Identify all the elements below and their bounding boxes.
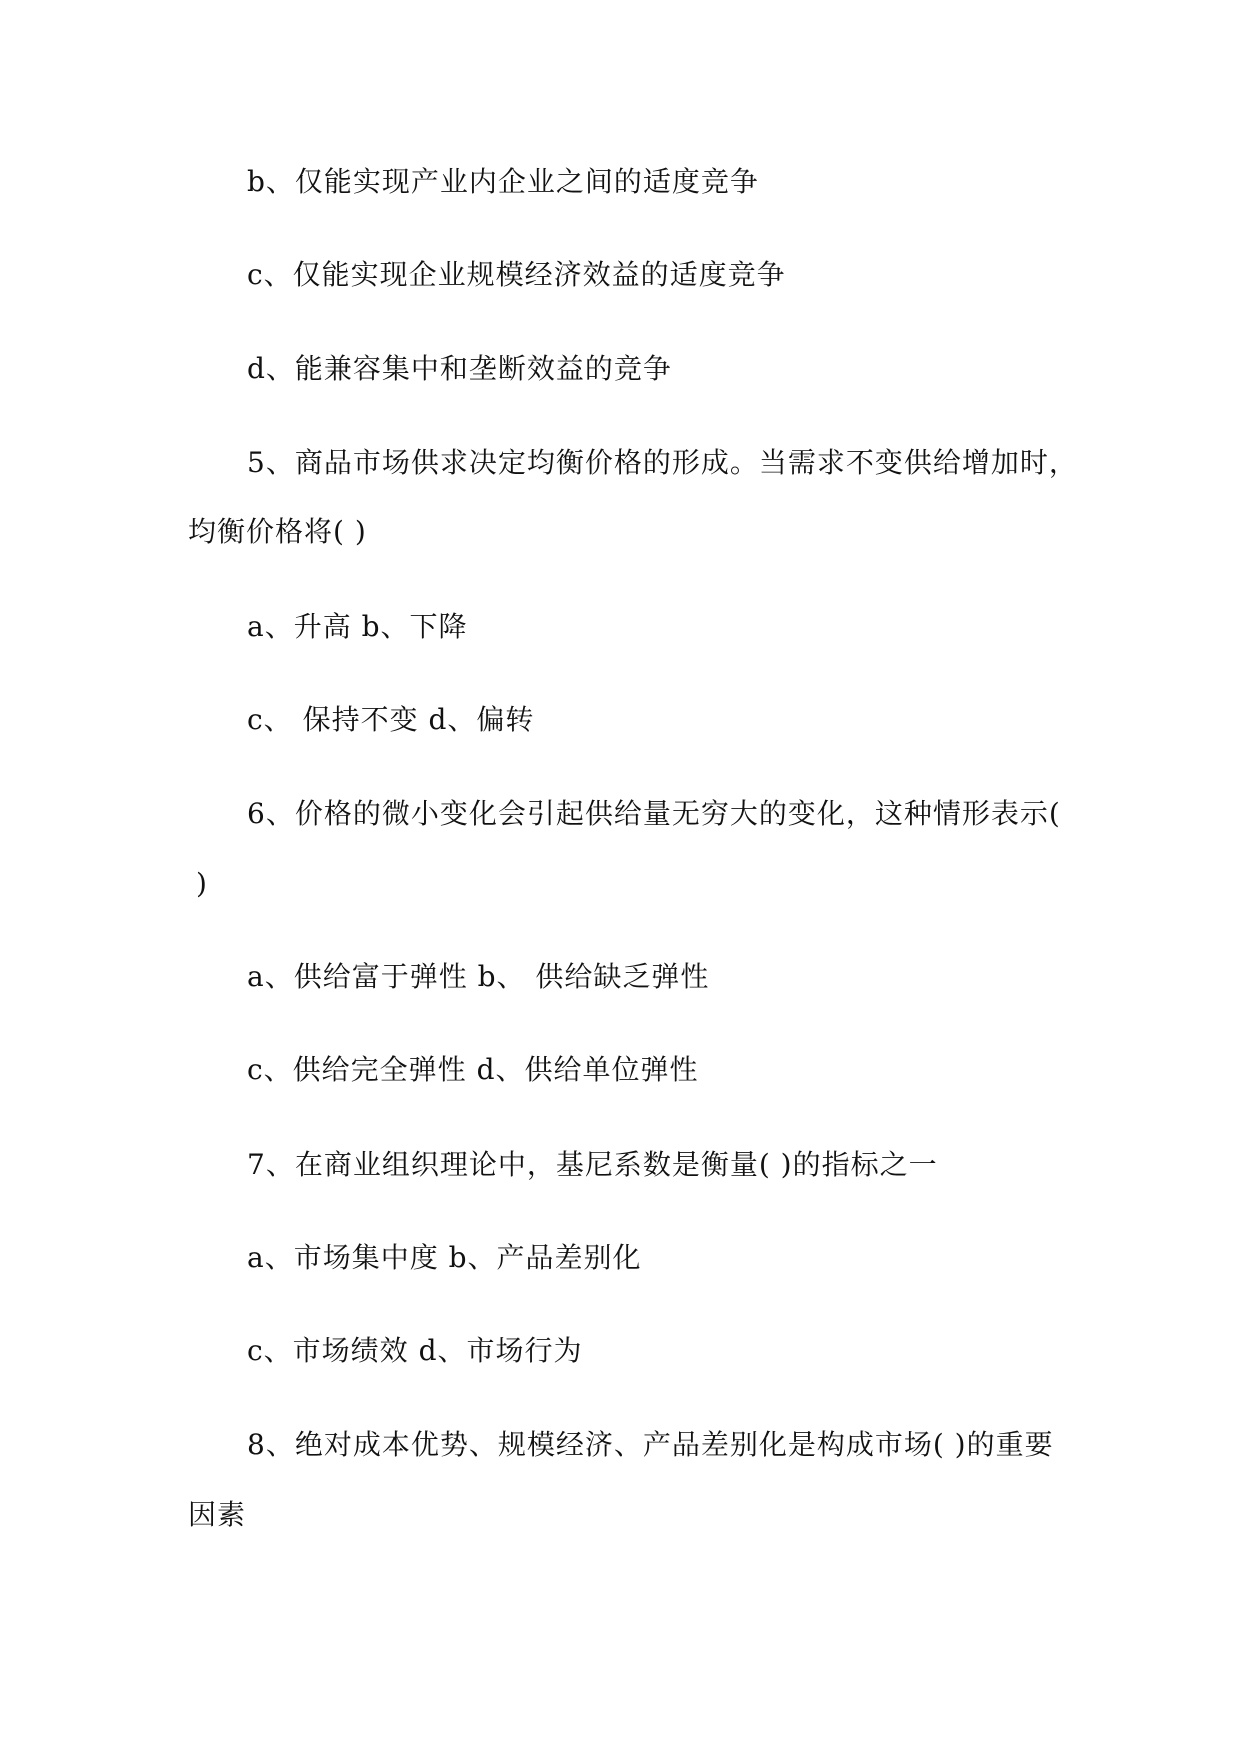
- options-5ab: a、升高 b、下降: [247, 610, 468, 643]
- options-7cd: c、市场绩效 d、市场行为: [247, 1334, 583, 1367]
- options-7ab: a、市场集中度 b、产品差别化: [247, 1241, 642, 1274]
- options-5cd: c、 保持不变 d、偏转: [247, 703, 535, 736]
- question-6-continuation: ): [196, 867, 208, 900]
- question-6: 6、价格的微小变化会引起供给量无穷大的变化，这种情形表示(: [247, 797, 1061, 830]
- question-7: 7、在商业组织理论中，基尼系数是衡量( )的指标之一: [247, 1148, 938, 1181]
- question-5: 5、商品市场供求决定均衡价格的形成。当需求不变供给增加时，: [247, 446, 1078, 479]
- options-6cd: c、供给完全弹性 d、供给单位弹性: [247, 1053, 699, 1086]
- option-4b: b、仅能实现产业内企业之间的适度竞争: [247, 165, 759, 198]
- question-5-continuation: 均衡价格将( ): [188, 515, 367, 548]
- options-6ab: a、供给富于弹性 b、 供给缺乏弹性: [247, 960, 710, 993]
- option-4c: c、仅能实现企业规模经济效益的适度竞争: [247, 258, 786, 291]
- question-8: 8、绝对成本优势、规模经济、产品差别化是构成市场( )的重要: [247, 1428, 1054, 1461]
- question-8-continuation: 因素: [188, 1498, 247, 1531]
- option-4d: d、能兼容集中和垄断效益的竞争: [247, 352, 672, 385]
